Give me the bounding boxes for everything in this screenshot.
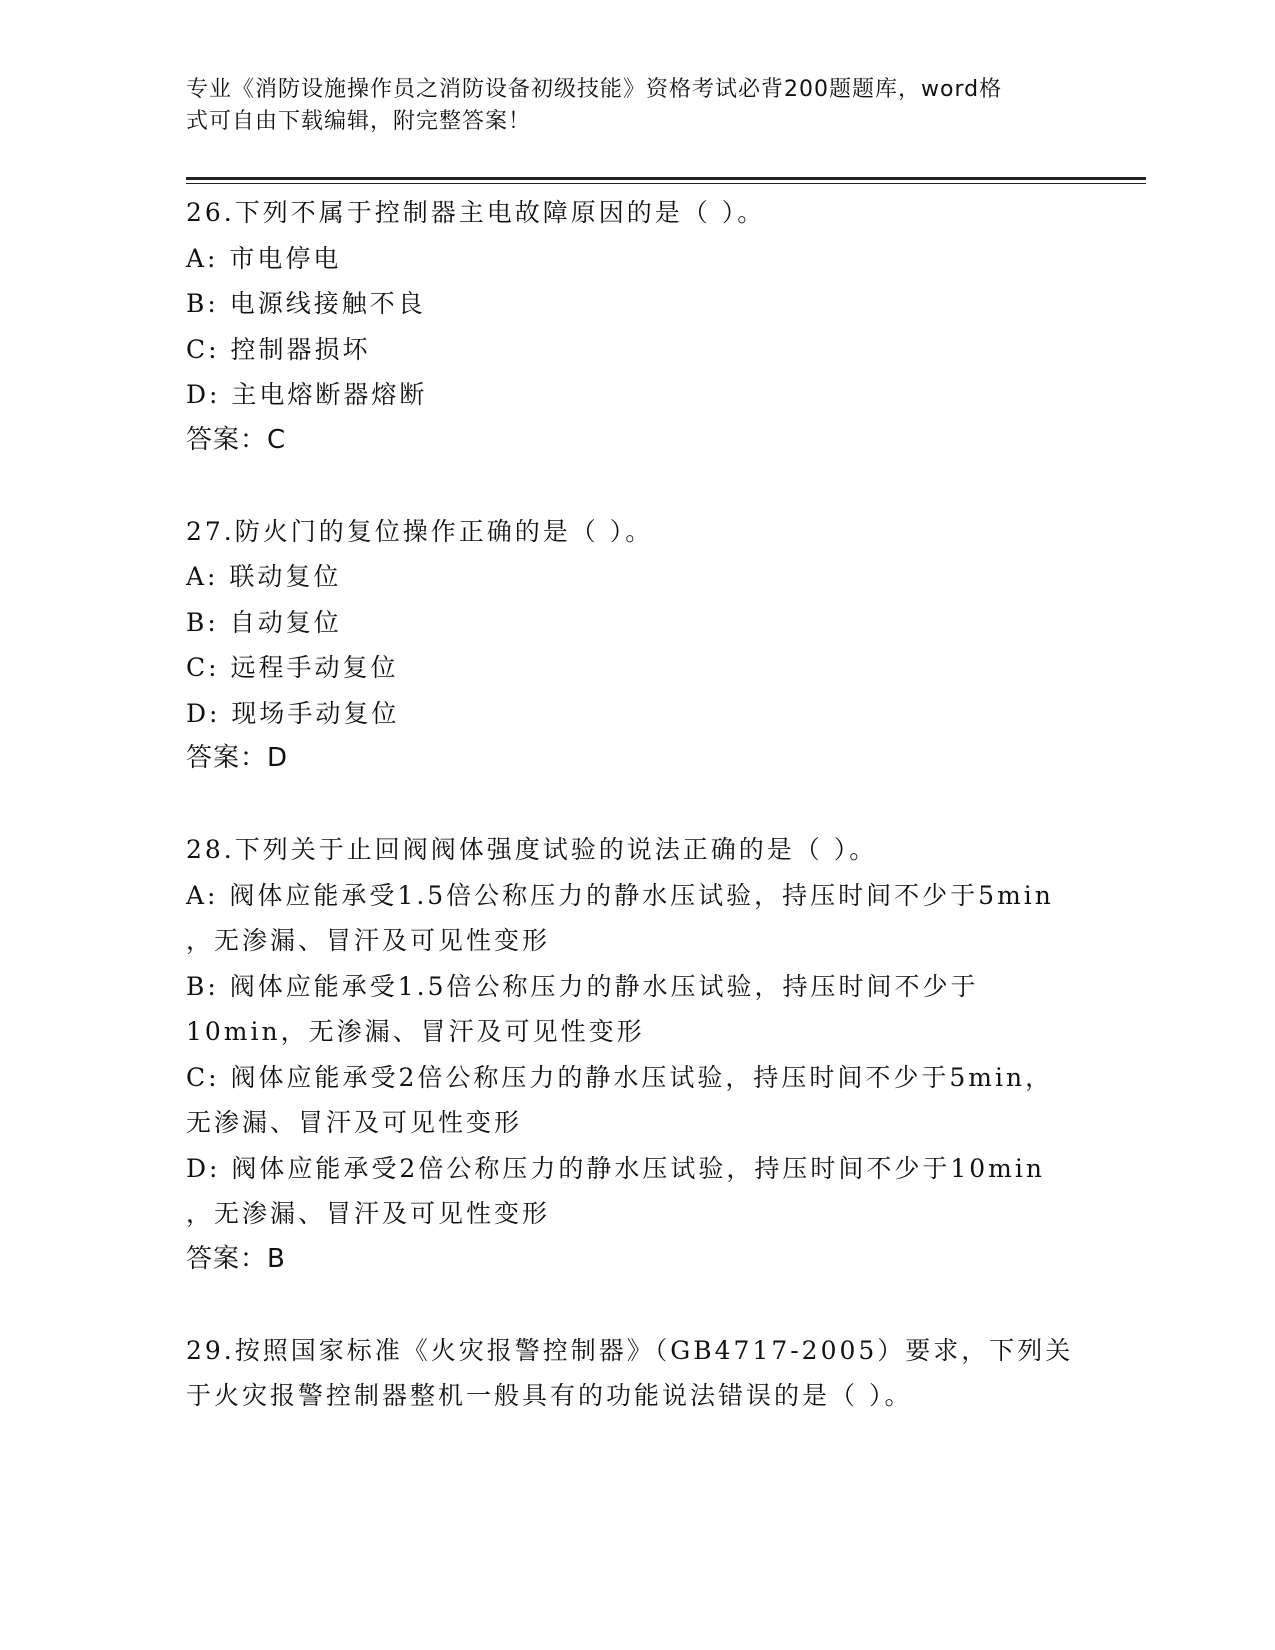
question-option: A: 市电停电 [186, 243, 342, 273]
question-stem: 28.下列关于止回阀阀体强度试验的说法正确的是（ ）。 [186, 835, 878, 864]
question-option: 10min，无渗漏、冒汗及可见性变形 [186, 1017, 645, 1046]
question-stem: 29.按照国家标准《火灾报警控制器》（GB4717-2005）要求，下列关 [186, 1335, 1074, 1365]
question-option: B: 电源线接触不良 [186, 289, 426, 318]
question-stem: 26.下列不属于控制器主电故障原因的是（ ）。 [186, 198, 766, 227]
question-option: C: 远程手动复位 [186, 653, 399, 682]
question-spacer [186, 1282, 1086, 1328]
question-option: D: 阀体应能承受2倍公称压力的静水压试验，持压时间不少于10min [186, 1153, 1045, 1183]
header-divider-thin [186, 183, 1146, 184]
question-stem: 于火灾报警控制器整机一般具有的功能说法错误的是（ ）。 [186, 1381, 913, 1410]
question-answer: 答案：D [186, 743, 289, 773]
header-divider-thick [186, 177, 1146, 180]
question-option: D: 现场手动复位 [186, 698, 400, 728]
question-option: 无渗漏、冒汗及可见性变形 [186, 1108, 523, 1137]
document-header [186, 74, 1066, 138]
question-option: A: 阀体应能承受1.5倍公称压力的静水压试验，持压时间不少于5min [186, 880, 1054, 910]
question-stem: 27.防火门的复位操作正确的是（ ）。 [186, 516, 654, 546]
question-option: D: 主电熔断器熔断 [186, 380, 428, 409]
question-option: B: 阀体应能承受1.5倍公称压力的静水压试验，持压时间不少于 [186, 971, 979, 1001]
question-block [186, 1328, 1086, 1419]
question-spacer [186, 463, 1086, 509]
question-list [186, 190, 1086, 1419]
question-block [186, 827, 1086, 1282]
header-line-2: 式可自由下载编辑，附完整答案！ [186, 109, 532, 134]
question-block [186, 190, 1086, 463]
question-option: C: 控制器损坏 [186, 334, 371, 364]
question-block [186, 509, 1086, 782]
question-option: B: 自动复位 [186, 607, 342, 637]
question-option: C: 阀体应能承受2倍公称压力的静水压试验，持压时间不少于5min， [186, 1062, 1054, 1092]
question-option: A: 联动复位 [186, 562, 342, 591]
question-spacer [186, 782, 1086, 828]
question-option: ，无渗漏、冒汗及可见性变形 [186, 1199, 551, 1228]
header-line-1: 专业《消防设施操作员之消防设备初级技能》资格考试必背200题题库，word格 [186, 77, 1003, 102]
question-answer: 答案：C [186, 424, 287, 455]
question-option: ，无渗漏、冒汗及可见性变形 [186, 926, 551, 955]
question-answer: 答案：B [186, 1243, 286, 1274]
